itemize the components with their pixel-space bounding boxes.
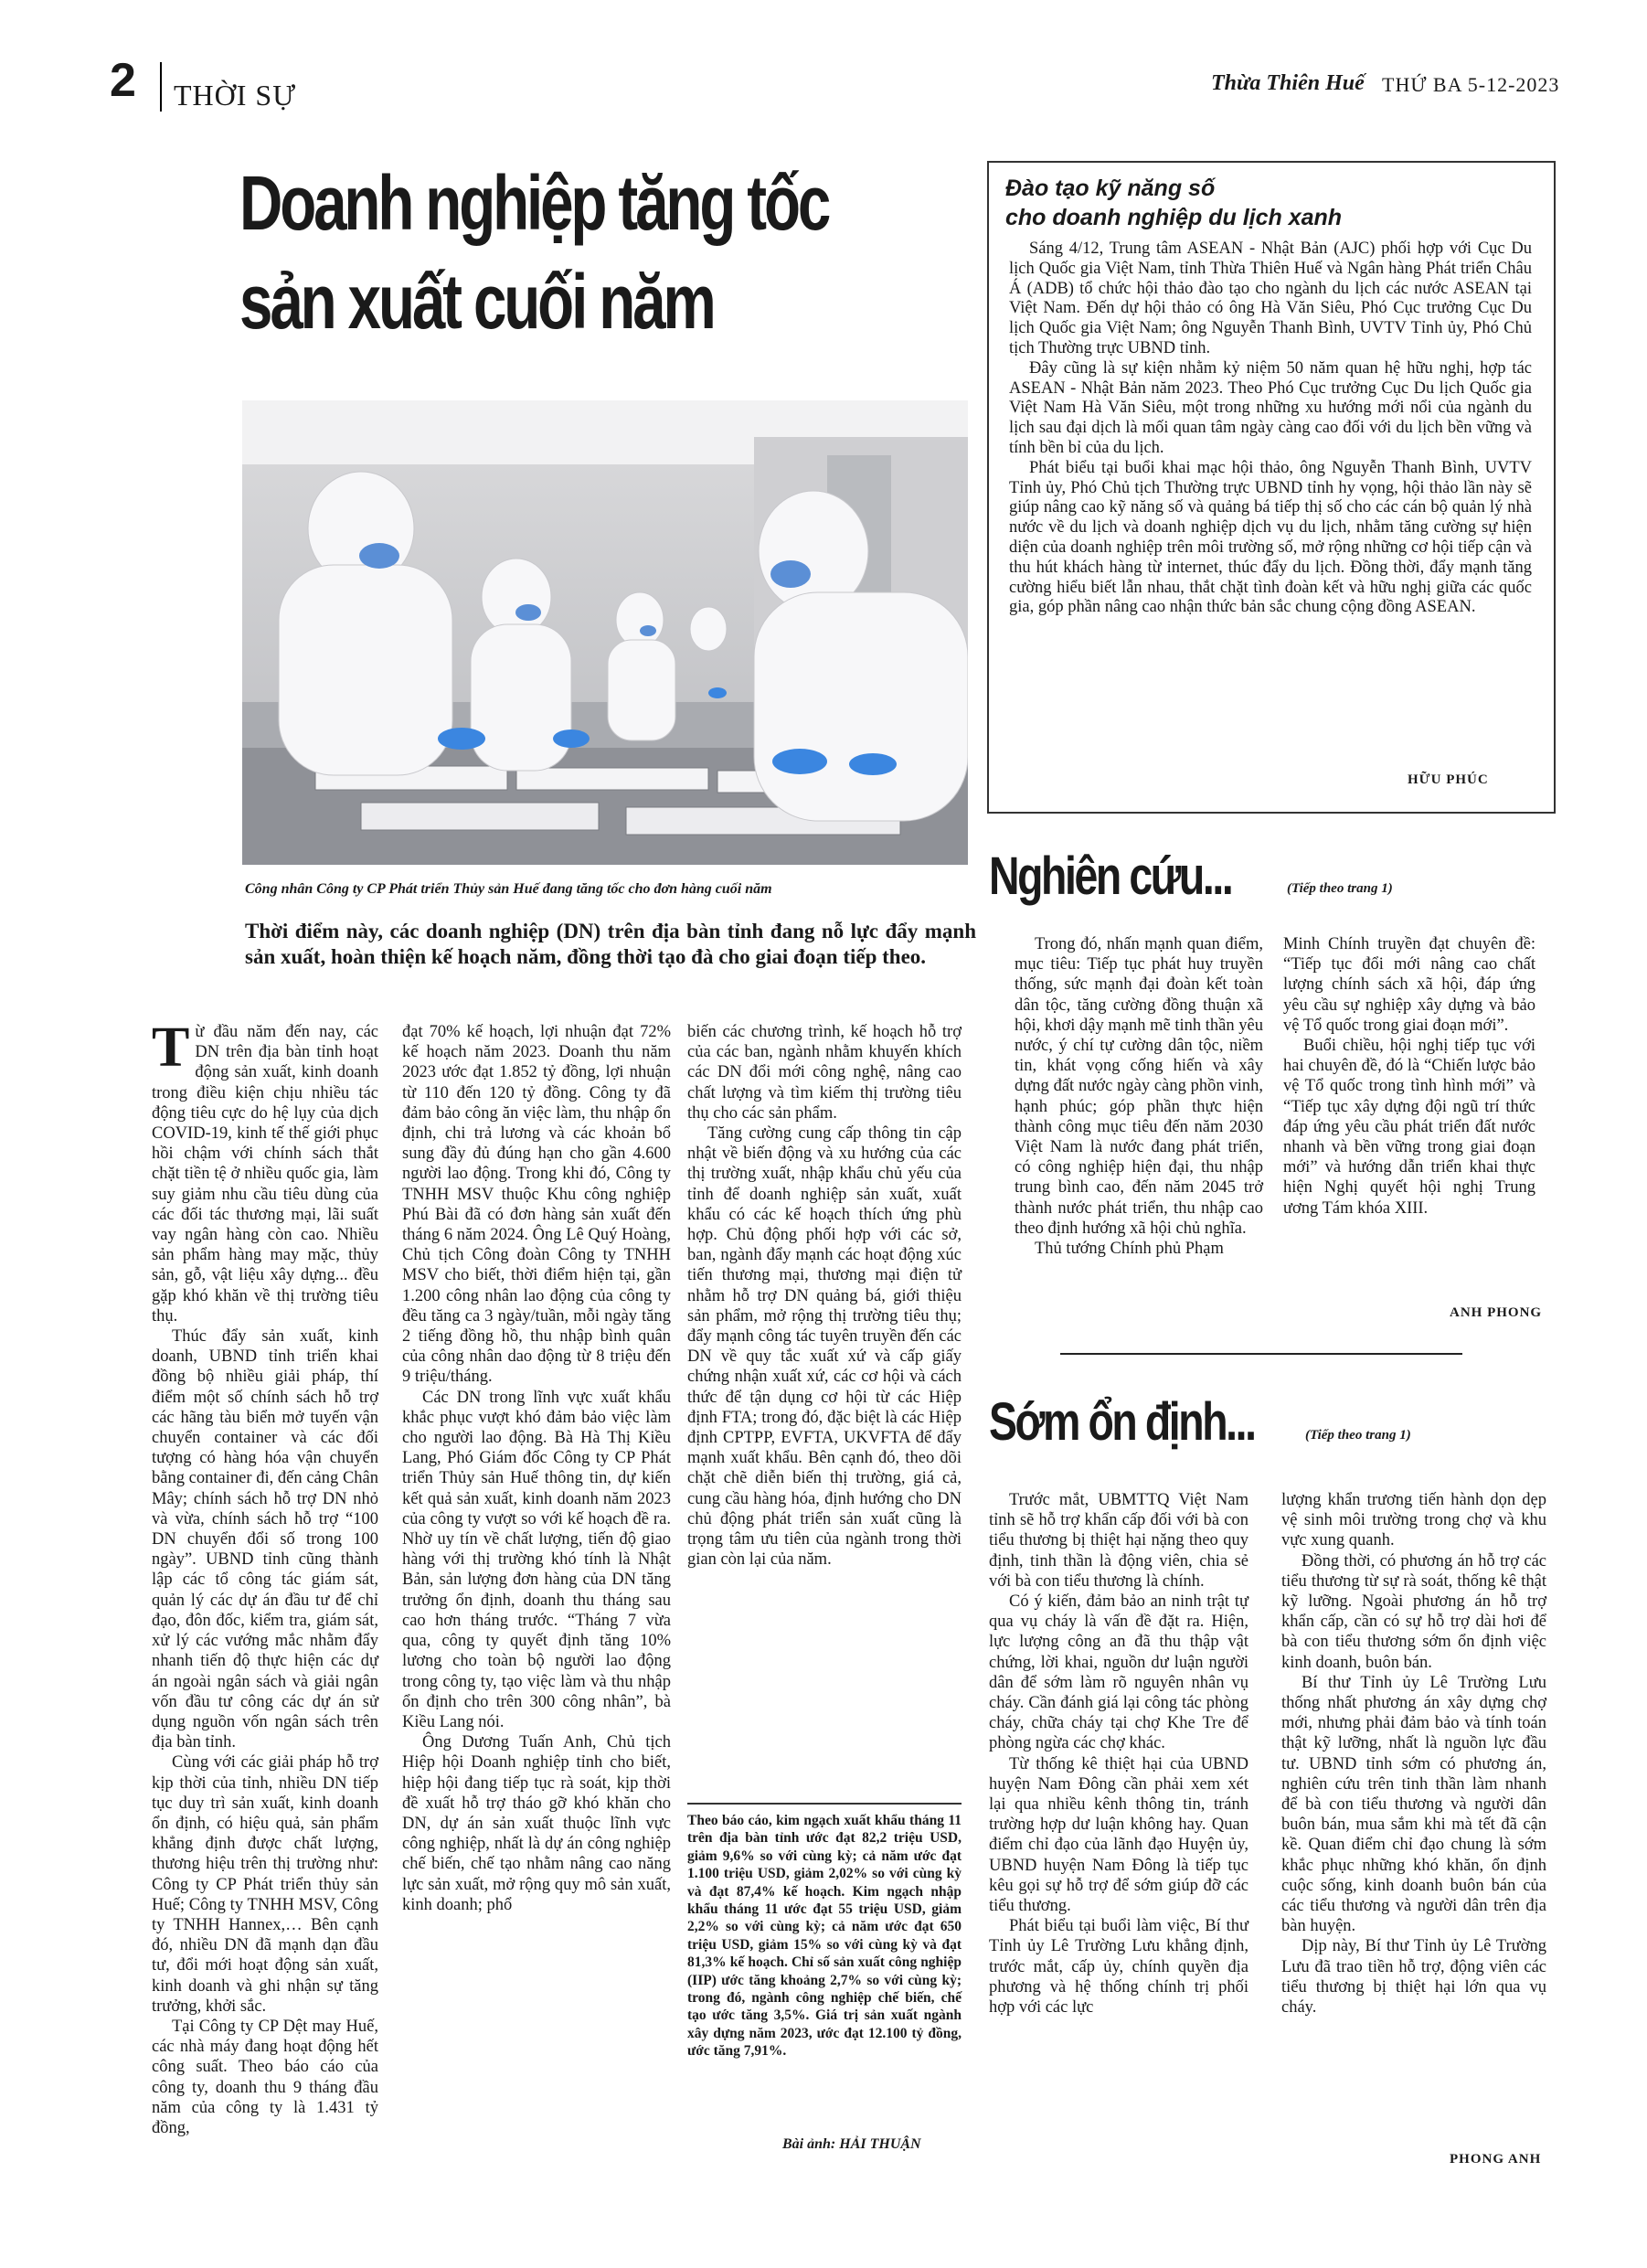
paragraph: Đồng thời, có phương án hỗ trợ các tiểu thương từ sự rà soát, thống kê thật kỹ lưỡng. Ngoài phương án hỗ trợ khẩn cấp, cần có sự hỗ trợ dài hơi để bà con tiểu thương sớm ổn định việc kinh doanh, buôn bán. <box>1281 1551 1546 1672</box>
nghien-cuu-author: ANH PHONG <box>1450 1305 1543 1320</box>
paragraph: Đây cũng là sự kiện nhằm kỷ niệm 50 năm quan hệ hữu nghị, hợp tác ASEAN - Nhật Bản năm 2023. Theo Phó Cục trưởng Cục Du lịch Quốc gia Việt Nam Hà Văn Siêu, một trong những xu hướng mới nổi của ngành du lịch sau đại dịch là mối quan tâm ngày càng cao đối với du lịch bền vững và tính bền bỉ của du lịch. <box>1009 358 1532 457</box>
paragraph: Các DN trong lĩnh vực xuất khẩu khắc phục vượt khó đảm bảo việc làm cho người lao động. Bà Hà Thị Kiều Lang, Phó Giám đốc Công ty CP Phát triển Thủy sản Huế thông tin, dự kiến kết quả sản xuất, kinh doanh năm 2023 của công ty vượt so với kế hoạch đề ra. Nhờ uy tín về chất lượng, tiến độ giao hàng với thị trường khó tính là Nhật Bản, sản lượng đơn hàng của DN tăng trưởng ổn định, doanh thu tháng sau cao hơn tháng trước. “Tháng 7 vừa qua, công ty quyết định tăng 10% lương cho toàn bộ người lao động trong công ty, tạo việc làm và thu nhập ổn định cho trên 300 công nhân”, bà Kiều Lang nói. <box>402 1388 671 1731</box>
masthead-divider <box>160 62 162 112</box>
paragraph: Thủ tướng Chính phủ Phạm <box>1035 1240 1224 1259</box>
nghien-cuu-column-1 <box>1015 934 1263 1259</box>
article-column-3 <box>687 1022 962 1570</box>
som-on-dinh-headline: Sớm ổn định... <box>989 1392 1255 1452</box>
paragraph: Phát biểu tại buổi làm việc, Bí thư Tỉnh ủy Lê Trường Lưu khẳng định, trước mắt, cấp ủy, chính quyền địa phương và hệ thống chính trị phối hợp với các lực <box>989 1917 1249 2018</box>
paragraph: đạt 70% kế hoạch, lợi nhuận đạt 72% kế hoạch năm 2023. Doanh thu năm 2023 ước đạt 1.852 tỷ đồng, lợi nhuận từ 110 đến 120 tỷ đồng. Công ty đã đảm bảo công ăn việc làm, thu nhập ổn định, chi trả lương và các khoản bổ sung đầy đủ đúng hạn cho gần 4.600 người lao động. Trong khi đó, Công ty TNHH MSV thuộc Khu công nghiệp Phú Bài đã có đơn hàng sản xuất đến tháng 6 năm 2024. Ông Lê Quý Hoàng, Chủ tịch Công đoàn Công ty TNHH MSV cho biết, thời điểm hiện tại, gần 1.200 công nhân lao động của công ty đều tăng ca 3 ngày/tuần, mỗi ngày tăng 2 tiếng đồng hồ, thu nhập bình quân của công nhân dao động từ 8 triệu đến 9 triệu/tháng. <box>402 1023 671 1387</box>
paragraph: Ông Dương Tuấn Anh, Chủ tịch Hiệp hội Doanh nghiệp tỉnh cho biết, hiệp hội đang tiếp tục rà soát, kịp thời đề xuất hỗ trợ tháo gỡ khó khăn cho DN, dự án sản xuất thuộc lĩnh vực công nghiệp, nhất là dự án công nghiệp chế biến, chế tạo nhằm nâng cao năng lực sản xuất, mở rộng quy mô sản xuất, kinh doanh; phổ <box>402 1733 671 1914</box>
paragraph: Phát biểu tại buổi khai mạc hội thảo, ông Nguyễn Thanh Bình, UVTV Tỉnh ủy, Phó Chủ tịch Thường trực UBND tỉnh hy vọng, hội thảo lần này sẽ giúp nâng cao kỹ năng số và quảng bá tiếp thị số cho các cán bộ quản lý nhà nước về du lịch và doanh nghiệp dịch vụ du lịch, nhằm tăng cường sự hiện diện của doanh nghiệp trên môi trường số, mở rộng những cơ hội tiếp cận và thu hút khách hàng từ internet, thúc đẩy du lịch. Đồng thời, đẩy mạnh tăng cường hiểu biết lẫn nhau, thắt chặt tình đoàn kết và hữu nghị giữa các quốc gia, góp phần nâng cao nhận thức bản sắc chung cộng đồng ASEAN. <box>1009 458 1532 617</box>
paragraph: Tại Công ty CP Dệt may Huế, các nhà máy đang hoạt động hết công suất. Theo báo cáo của công ty, doanh thu 9 tháng đầu năm của công ty là 1.431 tỷ đồng, <box>152 2017 378 2137</box>
paragraph: Trước mắt, UBMTTQ Việt Nam tỉnh sẽ hỗ trợ khẩn cấp đối với bà con tiểu thương bị thiệt hại nặng theo quy định, tinh thần là động viên, chia sẻ với bà con tiểu thương là chính. <box>989 1491 1249 1591</box>
paragraph: Dịp này, Bí thư Tỉnh ủy Lê Trường Lưu đã trao tiền hỗ trợ, động viên các tiểu thương bị thiệt hại lớn qua vụ cháy. <box>1281 1937 1546 2018</box>
sidebox-title: Đào tạo kỹ năng số cho doanh nghiệp du lịch xanh <box>1005 176 1343 230</box>
paragraph: biến các chương trình, kế hoạch hỗ trợ của các ban, ngành nhằm khuyến khích các DN đổi mới công nghệ, nâng cao chất lượng và tìm kiếm thị trường tiêu thụ cho các sản phẩm. <box>687 1023 962 1123</box>
page-number: 2 <box>110 54 136 107</box>
paragraph: Trong đó, nhấn mạnh quan điểm, mục tiêu: Tiếp tục phát huy truyền thống, sức mạnh đại đoàn kết toàn dân tộc, tăng cường đồng thuận xã hội, khơi dậy mạnh mẽ tinh thần yêu nước, ý chí tự cường dân tộc, niềm tin, khát vọng cống hiến và xây dựng đất nước ngày càng phồn vinh, hạnh phúc; góp phần thực hiện thành công mục tiêu đến năm 2030 Việt Nam là nước đang phát triển, có công nghiệp hiện đại, thu nhập trung bình cao, đến năm 2045 trở thành nước phát triển, thu nhập cao theo định hướng xã hội chủ nghĩa. <box>1015 935 1263 1238</box>
headline-line-2: sản xuất cuối năm <box>239 259 714 345</box>
article-column-2 <box>402 1022 671 1915</box>
som-on-dinh-column-1-body <box>989 1490 1249 2018</box>
section-label: THỜI SỰ <box>174 79 297 112</box>
article-column-1 <box>152 1017 378 2138</box>
paragraph: Từ thống kê thiệt hại của UBND huyện Nam Đông cần phải xem xét lại qua nhiều kênh thông tin, tránh trường hợp dư luận không hay. Quan điểm chỉ đạo của lãnh đạo Huyện ủy, UBND huyện Nam Đông là tiếp tục kêu gọi sự hỗ trợ để sớm giúp đỡ các tiểu thương. <box>989 1754 1249 1916</box>
section-divider <box>1060 1353 1462 1355</box>
paragraph: Minh Chính truyền đạt chuyên đề: “Tiếp tục đổi mới nâng cao chất lượng chính sách xã hội, đáp ứng yêu cầu sự nghiệp xây dựng và bảo vệ Tổ quốc trong giai đoạn mới”. <box>1283 935 1535 1035</box>
paragraph: Từ đầu năm đến nay, các DN trên địa bàn tỉnh hoạt động sản xuất, kinh doanh trong điều kiện chịu nhiều tác động tiêu cực do hệ lụy của dịch COVID-19, kinh tế thế giới phục hồi chậm với chính sách thắt chặt tiền tệ ở nhiều quốc gia, làm suy giảm nhu cầu tiêu dùng của các đối tác thương mại, lãi suất vay ngân hàng còn cao. Nhiều sản phẩm hàng may mặc, thủy sản, gỗ, vật liệu xây dựng... đều gặp khó khăn về thị trường tiêu thụ. <box>152 1017 378 1326</box>
photo-caption: Công nhân Công ty CP Phát triển Thủy sản Huế đang tăng tốc cho đơn hàng cuối năm <box>245 881 772 897</box>
nghien-cuu-headline: Nghiên cứu... <box>989 847 1232 906</box>
som-on-dinh-column-2 <box>1281 1490 1546 2018</box>
som-on-dinh-author: PHONG ANH <box>1450 2152 1542 2167</box>
statistics-note: Theo báo cáo, kim ngạch xuất khẩu tháng 11 trên địa bàn tỉnh ước đạt 82,2 triệu USD, giảm 9,6% so với cùng kỳ; cả năm ước đạt 1.100 triệu USD, giảm 2,02% so với cùng kỳ và đạt 87,4% kế hoạch. Kim ngạch nhập khẩu tháng 11 ước đạt 55 triệu USD, giảm 2,2% so với cùng kỳ; cả năm ước đạt 650 triệu USD, giảm 15% so với cùng kỳ và đạt 81,3% kế hoạch. Chỉ số sản xuất công nghiệp (IIP) ước tăng khoảng 2,7% so với cùng kỳ; trong đó, ngành công nghiệp chế biến, chế tạo ước tăng 3,5%. Giá trị sản xuất ngành xây dựng năm 2023, ước đạt 12.100 tỷ đồng, ước tăng 7,91%. <box>687 1803 962 2060</box>
main-headline <box>239 154 829 351</box>
paragraph: lượng khẩn trương tiến hành dọn dẹp vệ sinh môi trường trong chợ và khu vực xung quanh. <box>1281 1491 1546 1550</box>
headline-line-1: Doanh nghiệp tăng tốc <box>239 160 829 246</box>
paragraph: Bí thư Tỉnh ủy Lê Trường Lưu thống nhất phương án xây dựng chợ mới, nhưng phải đảm bảo và tính toán thật kỹ lưỡng, nhất là nguồn lực đầu tư. UBND tỉnh sớm có phương án, nghiên cứu trên tinh thần làm nhanh để bà con tiểu thương và người dân buôn bán, mua sắm khi mà tết đã cận kề. Quan điểm chỉ đạo chung là sớm khắc phục những khó khăn, ổn định cuộc sống, kinh doanh buôn bán của các tiểu thương và người dân trên địa bàn huyện. <box>1281 1673 1546 1936</box>
article-lead: Thời điểm này, các doanh nghiệp (DN) trên địa bàn tỉnh đang nỗ lực đẩy mạnh sản xuất, hoàn thiện kế hoạch năm, đồng thời tạo đà cho giai đoạn tiếp theo. <box>245 920 976 968</box>
issue-date: THỨ BA 5-12-2023 <box>1382 73 1560 96</box>
paragraph: Cùng với các giải pháp hỗ trợ kịp thời của tỉnh, nhiều DN tiếp tục duy trì sản xuất, kinh doanh ổn định, có hiệu quả, sản phẩm khẳng định được chất lượng, thương hiệu trên thị trường như: Công ty CP Phát triển thủy sản Huế; Công ty TNHH MSV, Công ty TNHH Hannex,… Bên cạnh đó, nhiều DN đã mạnh dạn đầu tư, đổi mới hoạt động sản xuất, kinh doanh và ghi nhận sự tăng trưởng, khởi sắc. <box>152 1753 378 2016</box>
nghien-cuu-continued: (Tiếp theo trang 1) <box>1287 881 1393 896</box>
som-on-dinh-continued: (Tiếp theo trang 1) <box>1305 1428 1411 1443</box>
sidebox-body <box>1009 240 1532 618</box>
sidebox-author: HỮU PHÚC <box>1408 772 1489 787</box>
paragraph: Tăng cường cung cấp thông tin cập nhật về biến động và xu hướng của các thị trường xuất, nhập khẩu chủ yếu của tỉnh để doanh nghiệp sản xuất, xuất khẩu có các kế hoạch thích ứng phù hợp. Chủ động phối hợp với các sở, ban, ngành đẩy mạnh các hoạt động xúc tiến thương mại, thương mại điện tử nhằm hỗ trợ DN quảng bá, giới thiệu sản phẩm, mở rộng thị trường tiêu thụ; đẩy mạnh công tác tuyên truyền đến các DN về quy tắc xuất xứ và cấp giấy chứng nhận xuất xứ, các cơ hội và cách thức để tận dụng cơ hội từ các Hiệp định FTA; trong đó, đặc biệt là các Hiệp định CPTPP, EVFTA, UKVFTA để đẩy mạnh xuất khẩu. Bên cạnh đó, theo dõi chặt chẽ diễn biến thị trường, giá cả, cung cầu hàng hóa, định hướng cho DN chủ động phát triển sản xuất cũng là trọng tâm ưu tiên của ngành trong thời gian còn lại của năm. <box>687 1124 962 1570</box>
paragraph: Thúc đẩy sản xuất, kinh doanh, UBND tỉnh triển khai đồng bộ nhiều giải pháp, thí điểm một số chính sách hỗ trợ các hãng tàu biển mở tuyến vận chuyển container và các đối tượng có hàng hóa vận chuyển bằng container đi, đến cảng Chân Mây; chính sách hỗ trợ DN nhỏ và vừa, chính sách hỗ trợ “100 DN chuyển đổi số trong 100 ngày”. UBND tỉnh cũng thành lập các tổ công tác giám sát, quản lý các dự án đầu tư để chỉ đạo, đôn đốc, kiểm tra, giám sát, xử lý các vướng mắc nhằm đẩy nhanh tiến độ thực hiện các dự án ngoài ngân sách và giải ngân vốn đầu tư công các dự án sử dụng nguồn vốn ngân sách trên địa bàn tỉnh. <box>152 1327 378 1752</box>
paragraph: Sáng 4/12, Trung tâm ASEAN - Nhật Bản (AJC) phối hợp với Cục Du lịch Quốc gia Việt Nam, tỉnh Thừa Thiên Huế và Ngân hàng Phát triển Châu Á (ADB) tổ chức hội thảo đào tạo cho ngành du lịch các nước ASEAN tại Việt Nam. Đến dự hội thảo có ông Hà Văn Siêu, Phó Cục trưởng Cục Du lịch Quốc gia Việt Nam; ông Nguyễn Thanh Bình, UVTV Tỉnh ủy, Phó Chủ tịch Thường trực UBND tỉnh. <box>1009 240 1532 357</box>
factory-photo <box>242 400 968 865</box>
paragraph: Có ý kiến, đảm bảo an ninh trật tự qua vụ cháy là vấn đề đặt ra. Hiện, lực lượng công an đã thu thập vật chứng, lời khai, nguồn dư luận người dân để sớm làm rõ nguyên nhân vụ cháy. Cần đánh giá lại công tác phòng cháy, chữa cháy tại chợ Khe Tre để phòng ngừa các chợ khác. <box>989 1592 1249 1753</box>
paper-name: Thừa Thiên Huế <box>1211 71 1365 95</box>
paragraph: Buổi chiều, hội nghị tiếp tục với hai chuyên đề, đó là “Chiến lược bảo vệ Tổ quốc trong tình hình mới” và “Tiếp tục xây dựng đội ngũ trí thức đáp ứng yêu cầu phát triển đất nước nhanh và bền vững trong giai đoạn mới” và hướng dẫn triển khai thực hiện Nghị quyết hội nghị Trung ương Tám khóa XIII. <box>1283 1037 1535 1218</box>
nghien-cuu-column-2 <box>1283 934 1535 1219</box>
dropcap: T <box>152 1017 190 1079</box>
photo-credit: Bài ảnh: HẢI THUẬN <box>782 2136 921 2152</box>
